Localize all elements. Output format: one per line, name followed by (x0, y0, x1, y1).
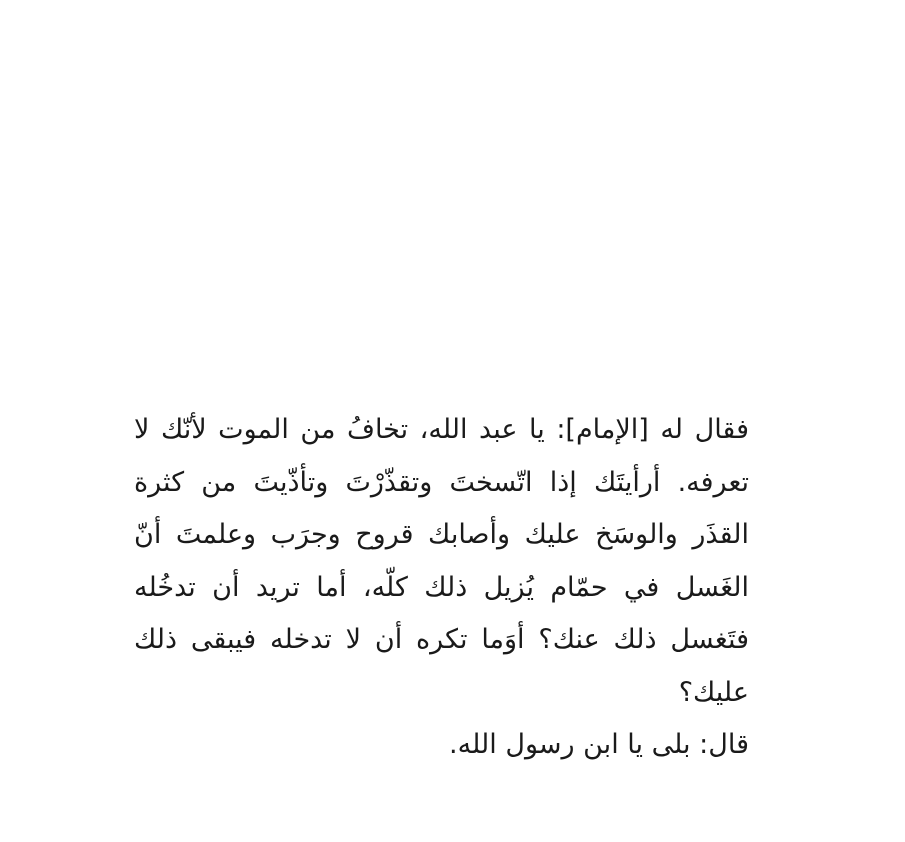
body-text (134, 404, 749, 772)
paragraph-reply: قال: بلى يا ابن رسول الله. (449, 729, 749, 760)
paragraph-imam-speech: فقال له [الإمام]: يا عبد الله، تخافُ من الموت لأنّك لا تعرفه. أرأيتَك إذا اتّسختَ وتقذّرْتَ وتأذّيتَ من كثرة القذَر والوسَخ عليك وأصابك قروح وجرَب وعلمتَ أنّ الغَسل في حمّام يُزيل ذلك كلّه، أما تريد أن تدخُله فتَغسل ذلك عنك؟ أوَما تكره أن لا تدخله فيبقى ذلك عليك؟ (134, 414, 749, 708)
